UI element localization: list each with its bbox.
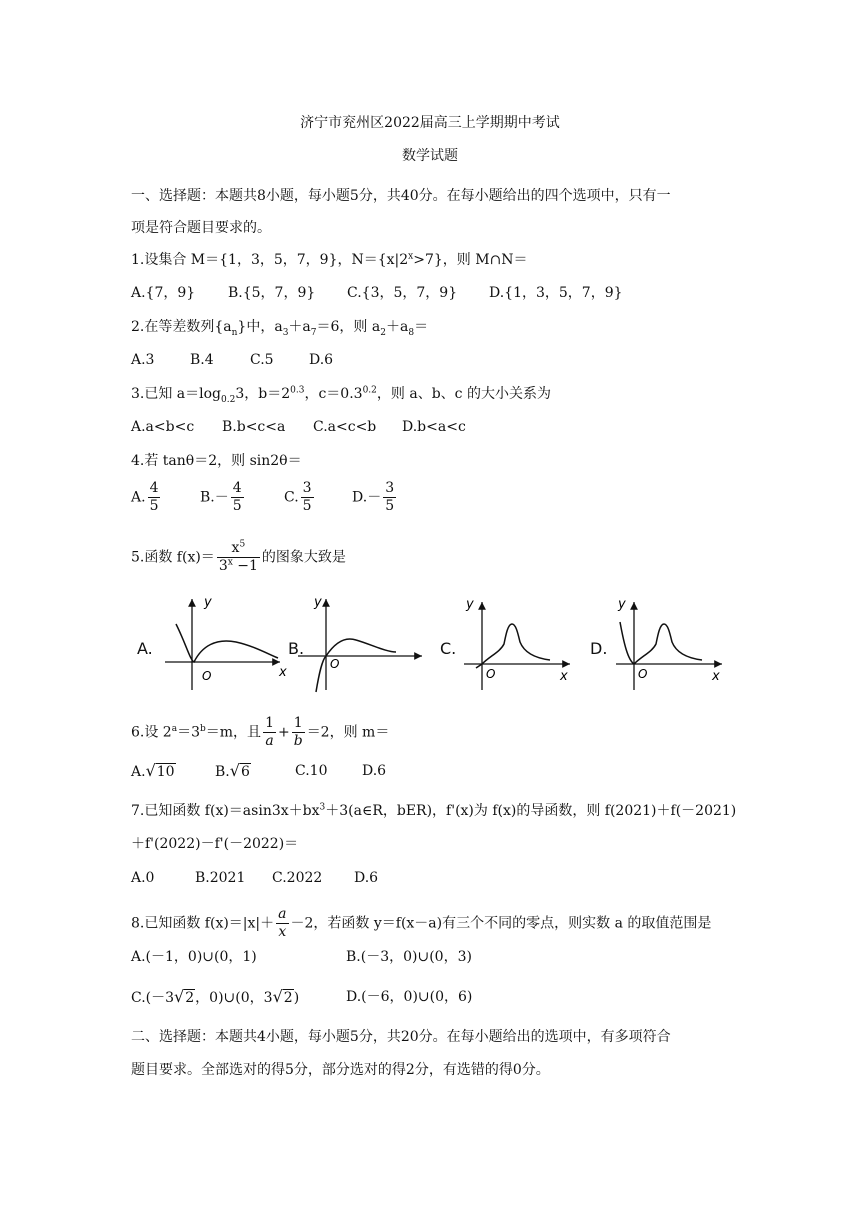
section2-line1: 二、选择题：本题共4小题，每小题5分，共20分。在每小题给出的选项中，有多项符合	[131, 1029, 671, 1045]
graph-b	[288, 595, 422, 692]
graph-d-x-label: x	[712, 669, 720, 684]
question-5-stem: 5.函数 f(x)＝ $\frac{x^5}{3^x -1}$ 的图象大致是	[131, 539, 346, 574]
q2-option-d: D.6	[309, 352, 334, 368]
q8-option-b: B.(－3，0)∪(0，3)	[346, 949, 472, 965]
q6-option-b: B.√6	[215, 761, 250, 780]
q7-option-c: C.2022	[272, 870, 323, 886]
q4-option-a: A. $\frac{4}{5}$	[131, 480, 159, 514]
q8-option-d: D.(－6，0)∪(0，6)	[346, 989, 473, 1005]
graph-c-letter: C.	[440, 639, 457, 658]
q1-option-b: B.{5，7，9}	[228, 285, 316, 301]
graph-b-origin: O	[330, 657, 340, 671]
graph-c-curve	[476, 624, 550, 668]
question-2-stem: 2.在等差数列$\{a_n\}$中，$a_3+a_7=6$，则 $a_2+a_8=$	[131, 319, 429, 338]
q8-option-a: A.(－1，0)∪(0，1)	[131, 949, 257, 965]
q2-option-c: C.5	[250, 352, 274, 368]
section2-line2: 题目要求。全部选对的得5分，部分选对的得2分，有选错的得0分。	[131, 1062, 550, 1078]
exam-subtitle: 数学试题	[402, 148, 458, 164]
section1-line1: 一、选择题：本题共8小题，每小题5分，共40分。在每小题给出的四个选项中，只有一	[131, 188, 671, 204]
graph-b-curve	[316, 639, 396, 692]
graph-d	[590, 597, 722, 690]
q7-option-d: D.6	[354, 870, 379, 886]
q7-option-a: A.0	[131, 870, 155, 886]
question-7-line1: 7.已知函数 $f(x)=asin3x+bx^3+3(a\in R$，bER)，f'(x)为 f(x)的导函数，则 f(2021)＋f(－2021)	[131, 802, 737, 819]
q4-option-c: C. $\frac{3}{5}$	[284, 480, 312, 514]
graph-a-origin: O	[202, 669, 212, 683]
graph-d-letter: D.	[590, 639, 608, 658]
q1-option-d: D.{1，3，5，7，9}	[489, 285, 623, 301]
graph-d-curve	[620, 622, 702, 664]
q3-option-c: C.a<c<b	[313, 419, 377, 435]
q6-option-c: C.10	[295, 763, 328, 779]
graph-b-letter: B.	[288, 639, 305, 658]
question-7-line2: ＋f'(2022)－f'(－2022)＝	[131, 836, 299, 852]
q4-option-b: B.－ $\frac{4}{5}$	[200, 480, 242, 514]
q3-option-a: A.a<b<c	[131, 419, 195, 435]
graph-a-y-label: y	[204, 595, 212, 610]
graph-c	[440, 597, 570, 690]
q1-option-a: A.{7，9}	[131, 285, 196, 301]
question-6-stem: 6.设 $2^a=3^b=m$，且 $\frac{1}{a}$ + $\frac{1}{b}$ ＝2，则 m＝	[131, 715, 390, 749]
graph-a-x-label: x	[279, 665, 287, 680]
section1-line2: 项是符合题目要求的。	[131, 220, 271, 236]
q3-option-d: D.b<a<c	[402, 419, 466, 435]
q5-graph-options	[130, 594, 730, 694]
graph-a-curve	[176, 624, 278, 662]
question-8-stem: 8.已知函数 f(x)＝|x|＋ $\frac{a}{x}$ －2，若函数 y＝f(x－a)有三个不同的零点，则实数 a 的取值范围是	[131, 906, 712, 940]
q1-option-c: C.{3，5，7，9}	[347, 285, 458, 301]
graph-d-origin: O	[638, 667, 648, 681]
question-1-stem: 1.设集合 M＝{1，3，5，7，9}，$N=\{x|2^x>7\}$，则 M∩N＝	[131, 251, 528, 268]
q7-option-b: B.2021	[195, 870, 246, 886]
graph-b-y-label: y	[314, 595, 322, 610]
q6-option-a: A.√10	[131, 761, 175, 780]
question-4-stem: 4.若 tanθ＝2，则 sin2θ＝	[131, 453, 302, 469]
graph-d-y-label: y	[618, 597, 626, 612]
q2-option-a: A.3	[131, 352, 155, 368]
graph-c-y-label: y	[466, 597, 474, 612]
graph-c-origin: O	[486, 667, 496, 681]
q6-option-d: D.6	[362, 763, 387, 779]
q2-option-b: B.4	[190, 352, 214, 368]
graph-a	[137, 595, 287, 690]
q4-option-d: D.－ $\frac{3}{5}$	[352, 480, 395, 514]
q3-option-b: B.b<c<a	[222, 419, 286, 435]
q8-option-c: C.(－3√2，0)∪(0，3√2)	[131, 987, 300, 1006]
question-3-stem: 3.已知 $a=\log_{0.2}3$，$b=2^{0.3}$，$c=0.3^{0.2}$，则 a、b、c 的大小关系为	[131, 385, 551, 405]
graph-c-x-label: x	[560, 669, 568, 684]
exam-title: 济宁市兖州区2022届高三上学期期中考试	[300, 115, 560, 131]
graph-a-letter: A.	[137, 639, 153, 658]
